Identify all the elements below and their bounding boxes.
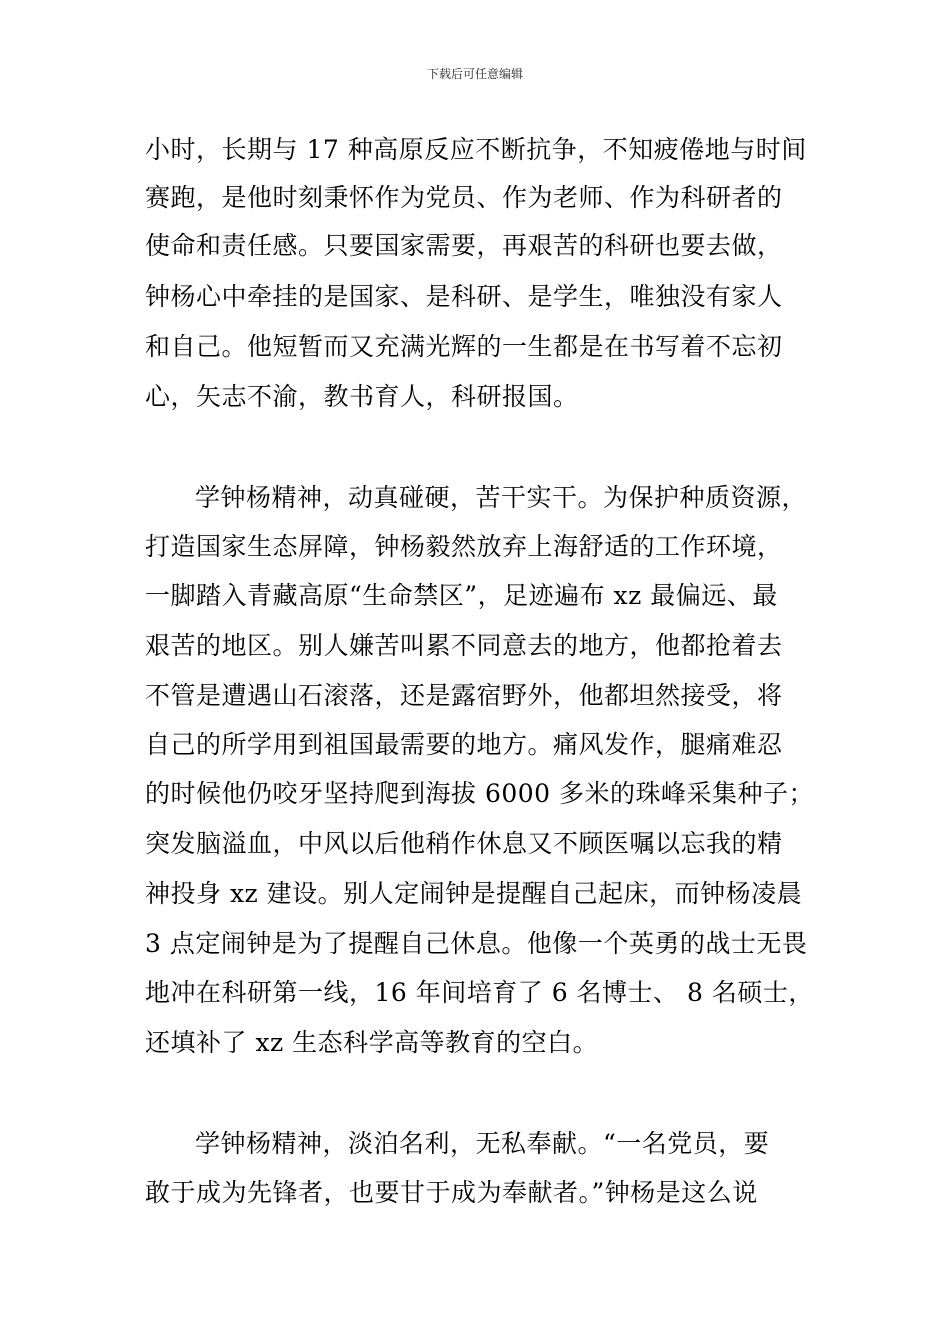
paragraph-1-line-4: 钟杨心中牵挂的是国家、是科研、是学生，唯独没有家人 <box>145 282 783 311</box>
paragraph-2-line-4: 艰苦的地区。别人嫌苦叫累不同意去的地方，他都抢着去 <box>145 631 783 660</box>
paragraph-2-line-1: 学钟杨精神，动真碰硬，苦干实干。为保护种质资源， <box>195 483 808 512</box>
paragraph-1-line-6: 心，矢志不渝，教书育人，科研报国。 <box>145 382 579 411</box>
page-header: 下载后可任意编辑 <box>426 67 523 81</box>
paragraph-2-line-12: 还填补了 xz 生态科学高等教育的空白。 <box>145 1028 599 1057</box>
paragraph-2-line-8: 突发脑溢血，中风以后他稍作休息又不顾医嘱以忘我的精 <box>145 829 783 858</box>
paragraph-3-line-1: 学钟杨精神，淡泊名利，无私奉献。“一名党员，要 <box>195 1129 770 1158</box>
paragraph-2-line-3: 一脚踏入青藏高原“生命禁区”，足迹遍布 xz 最偏远、最 <box>145 581 778 610</box>
paragraph-1-line-5: 和自己。他短暂而又充满光辉的一生都是在书写着不忘初 <box>145 332 783 361</box>
paragraph-2-line-5: 不管是遭遇山石滚落，还是露宿野外，他都坦然接受，将 <box>145 681 783 710</box>
paragraph-1-line-1: 小时，长期与 17 种高原反应不断抗争，不知疲倦地与时间 <box>145 135 807 164</box>
paragraph-1-line-2: 赛跑，是他时刻秉怀作为党员、作为老师、作为科研者的 <box>145 183 783 212</box>
paragraph-1-line-3: 使命和责任感。只要国家需要，再艰苦的科研也要去做， <box>145 231 783 260</box>
paragraph-2-line-10: 3 点定闹钟是为了提醒自己休息。他像一个英勇的战士无畏 <box>145 929 808 958</box>
paragraph-2-line-11: 地冲在科研第一线，16 年间培育了 6 名博士、 8 名硕士， <box>145 978 814 1007</box>
paragraph-2-line-9: 神投身 xz 建设。别人定闹钟是提醒自己起床，而钟杨凌晨 <box>145 879 803 908</box>
paragraph-2-line-6: 自己的所学用到祖国最需要的地方。痛风发作，腿痛难忍 <box>145 730 783 759</box>
paragraph-2-line-7: 的时候他仍咬牙坚持爬到海拔 6000 多米的珠峰采集种子； <box>145 779 815 808</box>
paragraph-2-line-2: 打造国家生态屏障，钟杨毅然放弃上海舒适的工作环境， <box>145 532 783 561</box>
paragraph-3-line-2: 敢于成为先锋者，也要甘于成为奉献者。”钟杨是这么说 <box>145 1178 758 1207</box>
